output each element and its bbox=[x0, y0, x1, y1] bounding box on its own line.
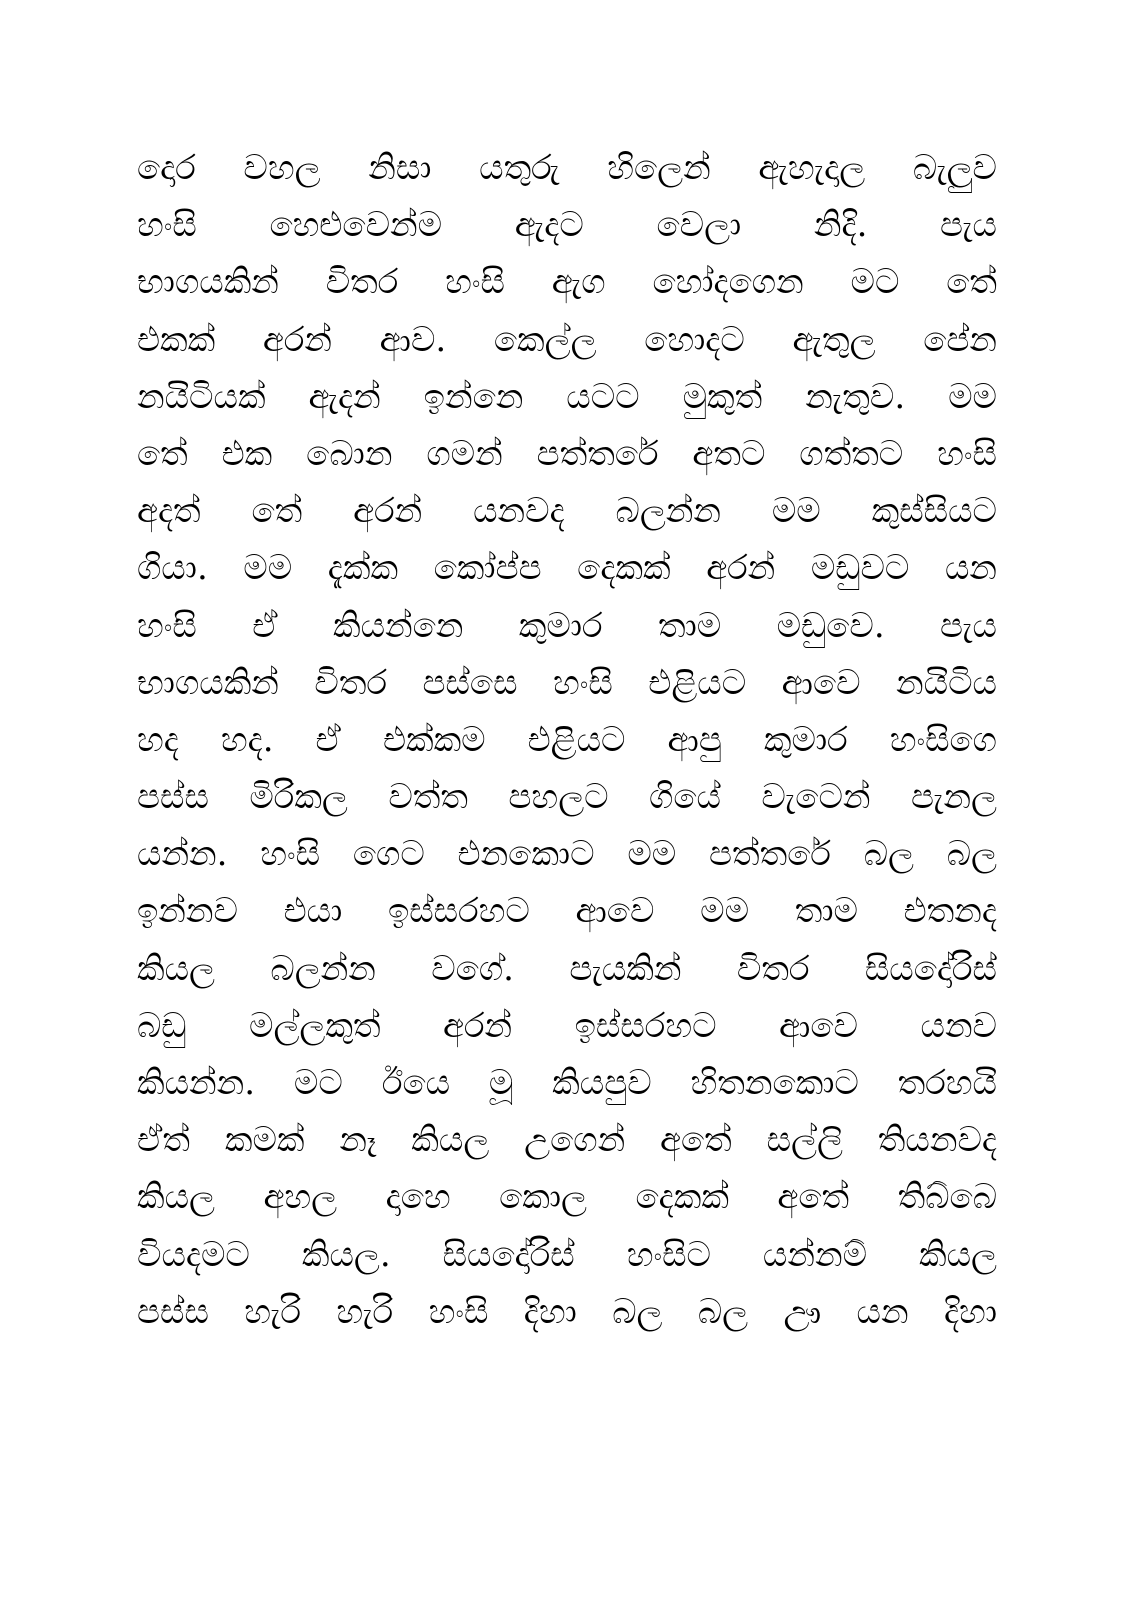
text-line: හංසි හෙළුවෙන්ම ඇදට වෙලා නිදි. පැය bbox=[137, 205, 997, 246]
text-line: වියදමට කියල. සියදෝරිස් හංසිට යන්නම් කියල bbox=[137, 1234, 997, 1275]
text-line: කියල බලන්න වගේ. පැයකින් විතර සියදෝරිස් bbox=[137, 948, 997, 989]
text-line: හද හද. ඒ එක්කම එළියට ආපු කුමාර හංසිගෙ bbox=[137, 719, 997, 760]
text-line: කියන්න. මට ඊයෙ මූ කියපුව හිතනකොට තරහයි bbox=[137, 1063, 997, 1103]
text-line: ගියා. මම දැක්ක කෝප්ප දෙකක් අරන් මඩුවට යන bbox=[137, 548, 997, 589]
text-line: භාගයකින් විතර පස්සෙ හංසි එළියට ආවෙ නයිටිය bbox=[137, 662, 997, 703]
text-line: ඉන්නව එයා ඉස්සරහට ආවෙ මම තාම එතනද bbox=[137, 891, 997, 932]
text-line: කියල අහල දාහෙ කොල දෙකක් අතේ තිබ්බෙ bbox=[137, 1177, 997, 1218]
text-line: පස්ස මිරිකල වත්ත පහලට ගියේ වැටෙන් පැනල bbox=[137, 777, 997, 818]
body-text bbox=[137, 140, 997, 1341]
text-line: ඒත් කමක් නෑ කියල උගෙන් අතේ සල්ලි තියනවද bbox=[137, 1120, 997, 1161]
text-line: දොර වහල නිසා යතුරු හිලෙන් ඇහැදාල බැලුව bbox=[137, 148, 997, 188]
text-line: පස්ස හැරි හැරි හංසි දිහා බල බල ඌ යන දිහා bbox=[137, 1291, 997, 1332]
text-line: භාගයකින් විතර හංසි ඇග හෝදගෙන මට තේ bbox=[137, 262, 997, 303]
text-line: හංසි ඒ කියන්නෙ කුමාර තාම මඩුවෙ. පැය bbox=[137, 605, 997, 646]
text-line: තේ එක බොන ගමන් පත්තරේ අතට ගත්තට හංසි bbox=[137, 433, 997, 474]
text-line: යන්න. හංසි ගෙට එනකොට මම පත්තරේ බල බල bbox=[137, 834, 997, 875]
text-line: එකක් අරන් ආව. කෙල්ල හොදට ඇතුල පේන bbox=[137, 319, 997, 360]
text-line: බඩු මල්ලකුත් අරන් ඉස්සරහට ආවෙ යනව bbox=[137, 1005, 997, 1046]
text-line: අදත් තේ අරන් යනවද බලන්න මම කුස්සියට bbox=[137, 491, 997, 532]
text-line: නයිටියක් ඇදන් ඉන්නෙ යටට මුකුත් නැතුව. මම bbox=[137, 376, 997, 417]
